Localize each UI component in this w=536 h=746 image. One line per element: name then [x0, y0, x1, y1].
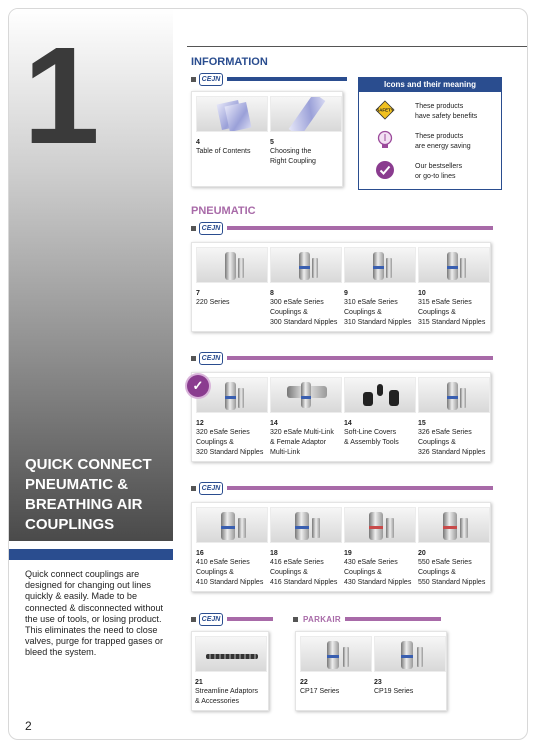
product-item[interactable] [418, 507, 490, 588]
svg-text:SAFETY: SAFETY [376, 107, 394, 113]
pneumatic-heading: PNEUMATIC [191, 205, 256, 217]
cover-image [363, 392, 373, 406]
cejn-logo-icon: CEJN [199, 613, 223, 626]
pneumatic-card-2 [191, 372, 491, 462]
nipple-image [460, 258, 466, 278]
product-thumbnail [270, 377, 342, 413]
cejn-logo-icon: CEJN [199, 352, 223, 365]
item-label: CP19 Series [374, 688, 414, 695]
coupling-image [447, 382, 458, 410]
product-item[interactable] [196, 247, 268, 308]
product-item[interactable] [344, 377, 416, 448]
safety-icon [375, 100, 395, 120]
item-page: 23 [374, 679, 382, 686]
item-page: 18 [270, 550, 278, 557]
item-label: 326 eSafe Series Couplings & 326 Standard Nipples [418, 429, 486, 456]
bullet-square [191, 617, 196, 622]
product-item[interactable] [344, 507, 416, 588]
contents-thumbnail [196, 96, 268, 132]
coupling-image [221, 512, 235, 540]
product-thumbnail [418, 247, 490, 283]
nipple-image [312, 258, 318, 278]
product-thumbnail [195, 636, 267, 672]
product-item[interactable] [270, 507, 342, 588]
information-card [191, 91, 343, 187]
nipple-image [460, 388, 466, 408]
product-item[interactable] [300, 636, 372, 697]
chapter-number: 1 [23, 19, 100, 173]
blue-accent-bar [9, 549, 173, 560]
info-item-choosing[interactable] [270, 96, 342, 167]
parkair-logo-row [293, 613, 441, 625]
legend-text: Our bestsellers or go-to lines [415, 163, 463, 180]
pneumatic-logo-row-2 [191, 352, 493, 364]
coupling-image [301, 382, 311, 408]
coupling-image [299, 252, 310, 280]
item-page: 10 [418, 290, 426, 297]
nipple-image [417, 647, 423, 667]
item-page: 12 [196, 420, 204, 427]
information-heading: INFORMATION [191, 56, 268, 68]
pneumatic-logo-row-3 [191, 482, 493, 494]
product-item[interactable] [374, 636, 446, 697]
product-item[interactable] [270, 377, 342, 458]
left-panel [9, 9, 173, 541]
product-thumbnail [374, 636, 446, 672]
nipple-image [238, 388, 244, 408]
product-thumbnail [270, 247, 342, 283]
energy-bulb-icon [375, 130, 395, 150]
accessories-logo-row [191, 613, 273, 625]
nipple-image [386, 518, 394, 538]
cejn-logo-icon: CEJN [199, 222, 223, 235]
product-thumbnail [418, 377, 490, 413]
coupling-image [225, 252, 236, 280]
item-page: 15 [418, 420, 426, 427]
product-thumbnail [270, 507, 342, 543]
item-label: Table of Contents [196, 148, 251, 155]
pneumatic-logo-row-1 [191, 222, 493, 234]
info-item-contents[interactable] [196, 96, 268, 157]
product-thumbnail [344, 247, 416, 283]
item-label: 315 eSafe Series Couplings & 315 Standard Nipples [418, 299, 486, 326]
product-item[interactable] [418, 377, 490, 458]
item-page: 20 [418, 550, 426, 557]
nipple-image [460, 518, 468, 538]
coupling-image [295, 512, 309, 540]
item-label: 300 eSafe Series Couplings & 300 Standard Nipples [270, 299, 338, 326]
cover-image [377, 384, 383, 396]
bullet-square [191, 356, 196, 361]
chapter-title: QUICK CONNECT PNEUMATIC & BREATHING AIR COUPLINGS [25, 456, 152, 533]
section-rule [227, 617, 273, 621]
item-page: 22 [300, 679, 308, 686]
product-thumbnail [300, 636, 372, 672]
legend-row-energy [359, 130, 501, 158]
item-page: 14 [270, 420, 278, 427]
item-label: CP17 Series [300, 688, 340, 695]
coupling-image [401, 641, 413, 669]
cejn-logo-icon: CEJN [199, 73, 223, 86]
bullet-square [191, 486, 196, 491]
chapter-description: Quick connect couplings are designed for changing out lines quickly & easily. Made to be connected & disconnected without the use of tools, or losing product. This eliminates the need to close valves, purge for trapped gases or bleed the system. [25, 569, 164, 658]
item-page: 9 [344, 290, 348, 297]
coupling-image [327, 641, 339, 669]
item-page: 14 [344, 420, 352, 427]
section-rule [345, 617, 441, 621]
item-label: 320 eSafe Multi-Link & Female Adaptor Multi-Link [270, 429, 334, 456]
catalog-page [8, 8, 528, 740]
bullet-square [293, 617, 298, 622]
item-label: Soft-Line Covers & Assembly Tools [344, 429, 399, 446]
legend-text: These products are energy saving [415, 133, 471, 150]
nipple-image [343, 647, 349, 667]
cover-image [389, 390, 399, 406]
adaptor-hose-image [206, 654, 258, 659]
item-page: 21 [195, 679, 203, 686]
product-item[interactable] [418, 247, 490, 328]
nipple-image [386, 258, 392, 278]
section-rule [227, 226, 493, 230]
coupling-image [369, 512, 383, 540]
product-item[interactable] [344, 247, 416, 328]
item-page: 7 [196, 290, 200, 297]
information-logo-row [191, 73, 347, 85]
bullet-square [191, 77, 196, 82]
item-label: 550 eSafe Series Couplings & 550 Standard Nipples [418, 559, 486, 586]
top-rule [187, 46, 528, 47]
product-thumbnail [344, 507, 416, 543]
document-image [289, 96, 326, 132]
product-thumbnail [418, 507, 490, 543]
product-item[interactable] [195, 636, 267, 707]
item-label: 430 eSafe Series Couplings & 430 Standard Nipples [344, 559, 412, 586]
coupling-image [443, 512, 457, 540]
product-thumbnail [344, 377, 416, 413]
choosing-thumbnail [270, 96, 342, 132]
item-label: 320 eSafe Series Couplings & 320 Standard Nipples [196, 429, 264, 456]
legend-row-safety [359, 100, 501, 128]
product-thumbnail [196, 507, 268, 543]
nipple-image [312, 518, 320, 538]
item-page: 4 [196, 139, 200, 146]
coupling-image [225, 382, 236, 410]
bestseller-check-icon [375, 160, 395, 180]
item-label: Choosing the Right Coupling [270, 148, 316, 165]
cejn-logo-icon: CEJN [199, 482, 223, 495]
item-page: 8 [270, 290, 274, 297]
section-rule [227, 486, 493, 490]
section-rule [227, 77, 347, 81]
parkair-logo: PARKAIR [303, 614, 341, 624]
item-label: 310 eSafe Series Couplings & 310 Standard Nipples [344, 299, 412, 326]
item-page: 19 [344, 550, 352, 557]
item-page: 16 [196, 550, 204, 557]
product-thumbnail [196, 247, 268, 283]
pneumatic-card-1 [191, 242, 491, 332]
legend-title: Icons and their meaning [359, 78, 501, 92]
page-number: 2 [25, 719, 32, 733]
coupling-image [373, 252, 384, 280]
bullet-square [191, 226, 196, 231]
item-label: 220 Series [196, 299, 230, 306]
bestseller-check-icon: ✓ [187, 375, 209, 397]
pneumatic-card-3 [191, 502, 491, 592]
section-rule [227, 356, 493, 360]
document-image [225, 102, 252, 132]
nipple-image [238, 258, 244, 278]
parkair-card [295, 631, 447, 711]
nipple-image [238, 518, 246, 538]
coupling-image [447, 252, 458, 280]
legend-text: These products have safety benefits [415, 103, 478, 120]
legend-row-bestseller [359, 160, 501, 188]
item-page: 5 [270, 139, 274, 146]
item-label: Streamline Adaptors & Accessories [195, 688, 259, 705]
product-item[interactable] [196, 507, 268, 588]
item-label: 416 eSafe Series Couplings & 416 Standard Nipples [270, 559, 338, 586]
product-item[interactable] [270, 247, 342, 328]
icons-legend [358, 77, 502, 190]
accessories-card [191, 631, 269, 711]
item-label: 410 eSafe Series Couplings & 410 Standard Nipples [196, 559, 264, 586]
